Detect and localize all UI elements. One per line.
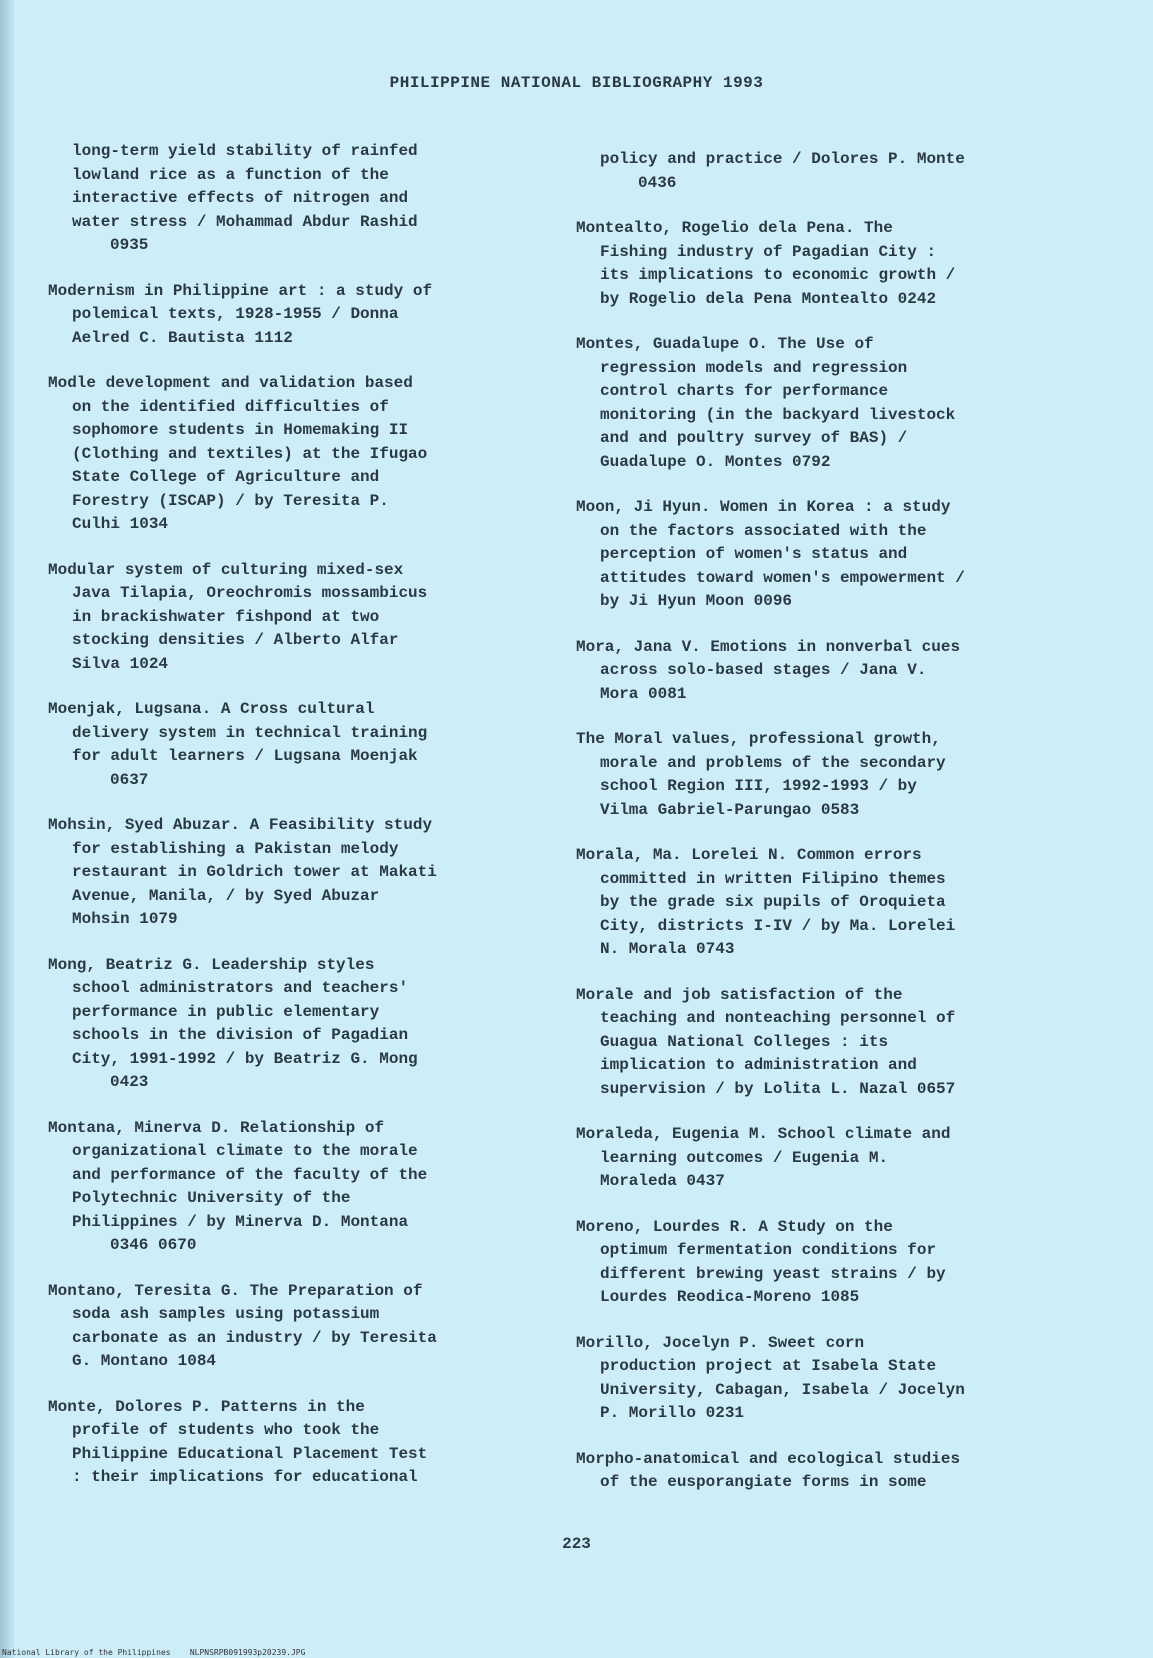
entry-line: across solo-based stages / Jana V. [600,661,927,679]
entry-line: Morillo, Jocelyn P. Sweet corn [576,1333,865,1352]
entry-line: Moreno, Lourdes R. A Study on the [576,1217,893,1236]
entry-line: Guadalupe O. Montes 0792 [600,452,831,471]
entry-line: carbonate as an industry / by Teresita [72,1328,437,1347]
entry-line: for establishing a Pakistan melody [72,839,399,858]
entry-line: school Region III, 1992-1993 / by [600,777,917,795]
entry-line: restaurant in Goldrich tower at Makati [72,863,437,881]
entry-line: for adult learners / Lugsana Moenjak [72,747,418,765]
entry-line: on the identified difficulties of [72,397,389,416]
entry-line: Modernism in Philippine art : a study of [48,281,433,300]
entry-accession-number: 0637 [110,770,149,789]
entry-line: Philippine Educational Placement Test [72,1444,428,1463]
entry-accession-number: 0436 [638,173,677,192]
bibliography-entry [576,1448,1056,1495]
scan-credit: National Library of the Philippines NLPNSRPB091993p20239.JPG [2,1648,306,1657]
entry-line: teaching and nonteaching personnel of [600,1009,956,1027]
entry-line: Montano, Teresita G. The Preparation of [48,1281,423,1300]
bibliography-entry [48,814,528,932]
entry-line: interactive effects of nitrogen and [72,189,409,207]
bibliography-entry [576,1332,1056,1426]
entry-line: attitudes toward women's empowerment / [600,568,965,587]
entry-line: on the factors associated with the [600,521,927,540]
bibliography-entry [48,280,528,351]
entry-line: soda ash samples using potassium [72,1305,380,1323]
entry-line: control charts for performance [600,382,889,400]
entry-line: and and poultry survey of BAS) / [600,429,908,447]
entry-line: City, 1991-1992 / by Beatriz G. Mong [72,1049,418,1068]
entry-line: learning outcomes / Eugenia M. [600,1148,889,1167]
right-column [576,148,1056,1517]
entry-line: of the eusporangiate forms in some [600,1473,927,1491]
entry-line: Montana, Minerva D. Relationship of [48,1118,385,1137]
entry-line: by the grade six pupils of Oroquieta [600,893,946,911]
entry-line: policy and practice / Dolores P. Monte [600,150,965,168]
entry-line: Montes, Guadalupe O. The Use of [576,335,874,353]
bibliography-entry [576,333,1056,474]
entry-line: delivery system in technical training [72,723,428,742]
entry-line: Aelred C. Bautista 1112 [72,328,293,347]
entry-line: The Moral values, professional growth, [576,730,941,748]
entry-line: Silva 1024 [72,654,169,673]
bibliography-entry [576,984,1056,1102]
entry-line: Morala, Ma. Lorelei N. Common errors [576,846,922,864]
bibliography-entry [48,1396,528,1490]
entry-line: Modle development and validation based [48,374,413,392]
bibliography-entry [576,148,1056,195]
entry-accession-number: 0423 [110,1073,149,1091]
entry-line: Vilma Gabriel-Parungao 0583 [600,800,860,819]
entry-line: Philippines / by Minerva D. Montana [72,1212,409,1231]
entry-line: and performance of the faculty of the [72,1165,428,1184]
bibliography-entry [48,1280,528,1374]
bibliography-entry [576,1123,1056,1194]
entry-line: morale and problems of the secondary [600,753,946,772]
entry-line: school administrators and teachers' [72,979,409,997]
entry-line: N. Morala 0743 [600,940,735,958]
page-number: 223 [562,1535,591,1553]
entry-line: Java Tilapia, Oreochromis mossambicus [72,584,428,602]
entry-line: Moon, Ji Hyun. Women in Korea : a study [576,498,951,516]
bibliography-entry [576,217,1056,311]
entry-line: P. Morillo 0231 [600,1404,745,1422]
bibliography-entry [576,844,1056,962]
entry-line: Moraleda, Eugenia M. School climate and [576,1125,951,1143]
entry-line: Avenue, Manila, / by Syed Abuzar [72,886,380,905]
entry-line: supervision / by Lolita L. Nazal 0657 [600,1079,956,1098]
page-edge-shadow [0,0,14,1658]
entry-line: Modular system of culturing mixed-sex [48,560,404,579]
entry-line: University, Cabagan, Isabela / Jocelyn [600,1380,965,1399]
bibliography-entry [48,140,528,258]
entry-line: perception of women's status and [600,545,908,563]
entry-line: G. Montano 1084 [72,1352,217,1370]
bibliography-entry [48,954,528,1095]
bibliography-entry [576,1216,1056,1310]
entry-line: lowland rice as a function of the [72,165,389,184]
running-header: PHILIPPINE NATIONAL BIBLIOGRAPHY 1993 [389,74,764,92]
bibliography-entry [48,698,528,792]
entry-line: Lourdes Reodica-Moreno 1085 [600,1288,860,1306]
entry-line: Mohsin, Syed Abuzar. A Feasibility study [48,816,433,834]
entry-line: profile of students who took the [72,1421,380,1439]
entry-line: Moraleda 0437 [600,1172,725,1190]
entry-line: Mong, Beatriz G. Leadership styles [48,955,375,974]
entry-line: Morale and job satisfaction of the [576,985,903,1004]
entry-line: optimum fermentation conditions for [600,1241,937,1259]
entry-line: in brackishwater fishpond at two [72,607,380,626]
entry-line: performance in public elementary [72,1002,380,1021]
entry-line: Moenjak, Lugsana. A Cross cultural [48,700,375,718]
entry-line: sophomore students in Homemaking II [72,421,409,439]
entry-line: implication to administration and [600,1056,917,1074]
entry-line: Polytechnic University of the [72,1189,351,1207]
entry-line: : their implications for educational [72,1468,418,1486]
entry-line: Morpho-anatomical and ecological studies [576,1449,961,1468]
entry-accession-number: 0346 0670 [110,1236,197,1254]
entry-line: schools in the division of Pagadian [72,1026,409,1044]
entry-line: Mora, Jana V. Emotions in nonverbal cues [576,637,961,656]
entry-line: organizational climate to the morale [72,1142,418,1160]
entry-line: polemical texts, 1928-1955 / Donna [72,305,399,323]
bibliography-entry [576,636,1056,707]
bibliography-entry [48,372,528,537]
entry-line: Forestry (ISCAP) / by Teresita P. [72,491,389,510]
entry-line: committed in written Filipino themes [600,869,946,888]
left-column [48,140,528,1512]
entry-line: City, districts I-IV / by Ma. Lorelei [600,916,956,935]
entry-line: stocking densities / Alberto Alfar [72,631,399,649]
entry-line: Culhi 1034 [72,515,169,533]
entry-line: monitoring (in the backyard livestock [600,405,956,424]
entry-line: different brewing yeast strains / by [600,1264,946,1283]
entry-line: by Rogelio dela Pena Montealto 0242 [600,289,937,308]
bibliography-entry [576,728,1056,822]
entry-line: Fishing industry of Pagadian City : [600,242,937,261]
bibliography-entry [576,496,1056,614]
entry-line: by Ji Hyun Moon 0096 [600,592,793,610]
entry-line: State College of Agriculture and [72,468,380,486]
entry-line: Mohsin 1079 [72,910,178,928]
bibliography-entry [48,1117,528,1258]
entry-line: production project at Isabela State [600,1357,937,1375]
entry-line: long-term yield stability of rainfed [72,142,418,160]
entry-line: regression models and regression [600,358,908,377]
entry-line: Monte, Dolores P. Patterns in the [48,1397,365,1416]
bibliography-entry [48,559,528,677]
entry-line: Mora 0081 [600,684,687,703]
entry-line: (Clothing and textiles) at the Ifugao [72,444,428,463]
entry-accession-number: 0935 [110,236,149,254]
entry-line: its implications to economic growth / [600,266,956,284]
entry-line: Guagua National Colleges : its [600,1032,889,1051]
entry-line: Montealto, Rogelio dela Pena. The [576,219,893,237]
entry-line: water stress / Mohammad Abdur Rashid [72,212,418,231]
